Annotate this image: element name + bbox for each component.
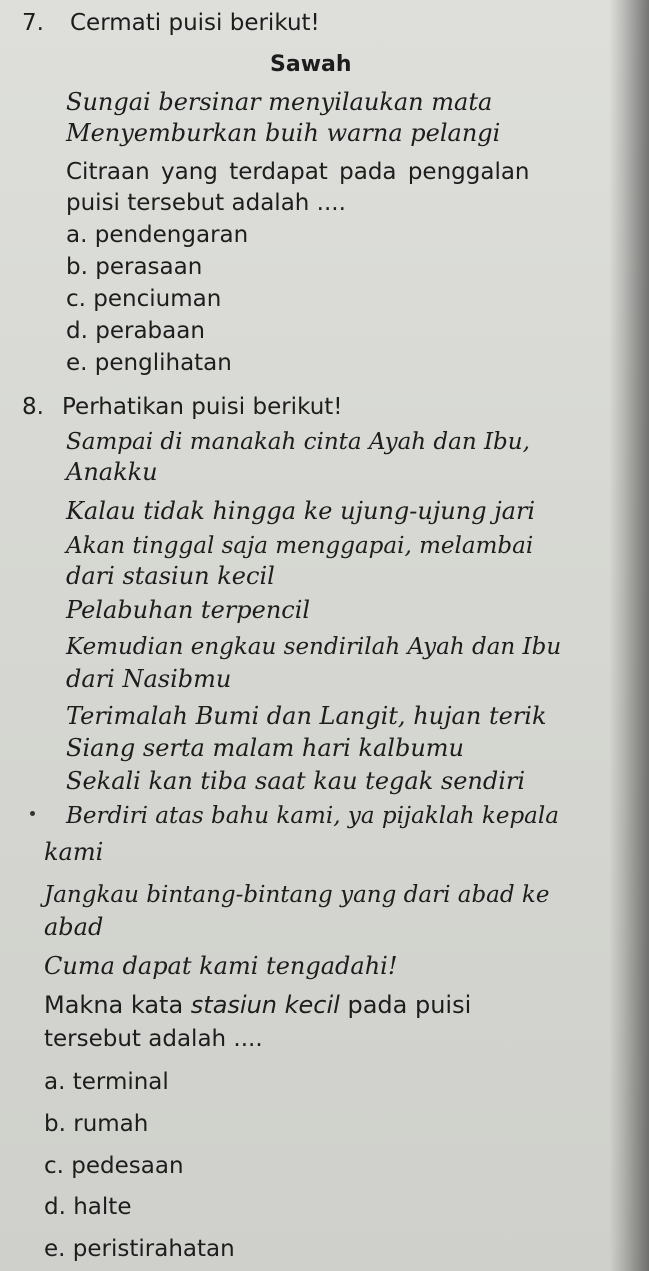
option-text: rumah bbox=[73, 1111, 149, 1137]
q8-instruction: Perhatikan puisi berikut! bbox=[62, 394, 343, 420]
option-letter: a. bbox=[66, 222, 88, 248]
option-text: perabaan bbox=[95, 318, 205, 344]
q8-poem-line: Cuma dapat kami tengadahi! bbox=[44, 952, 398, 980]
q8-option-e[interactable] bbox=[44, 1234, 235, 1264]
q8-poem-line: Siang serta malam hari kalbumu bbox=[66, 734, 464, 762]
q8-poem-line: abad bbox=[44, 913, 104, 941]
option-letter: d. bbox=[44, 1194, 66, 1220]
option-text: pendengaran bbox=[94, 222, 249, 248]
option-text: pedesaan bbox=[71, 1153, 184, 1179]
q8-poem-line: dari stasiun kecil bbox=[66, 562, 275, 590]
option-letter: e. bbox=[44, 1236, 66, 1262]
q8-option-c[interactable] bbox=[44, 1151, 184, 1181]
q8-option-d[interactable] bbox=[44, 1192, 131, 1222]
q8-question-line: tersebut adalah .... bbox=[44, 1026, 263, 1052]
q7-option-b[interactable] bbox=[66, 252, 202, 282]
q8-question-line bbox=[44, 990, 471, 1020]
q7-option-d[interactable] bbox=[66, 316, 205, 346]
q8-poem-line: Pelabuhan terpencil bbox=[66, 596, 311, 624]
option-letter: c. bbox=[44, 1153, 64, 1179]
option-letter: b. bbox=[44, 1111, 66, 1137]
q8-poem-line: Sekali kan tiba saat kau tegak sendiri bbox=[66, 767, 526, 795]
page-edge-shadow bbox=[609, 0, 649, 1271]
option-letter: e. bbox=[66, 350, 88, 376]
q7-instruction: Cermati puisi berikut! bbox=[70, 10, 320, 36]
option-text: halte bbox=[73, 1194, 132, 1220]
option-letter: c. bbox=[66, 286, 86, 312]
option-letter: b. bbox=[66, 254, 88, 280]
option-text: penciuman bbox=[93, 286, 222, 312]
q7-poem-line: Menyemburkan buih warna pelangi bbox=[66, 119, 501, 147]
ink-dot bbox=[30, 811, 35, 816]
q8-poem-line: Kemudian engkau sendirilah Ayah dan Ibu bbox=[66, 634, 562, 660]
q8-poem-line: Kalau tidak hingga ke ujung-ujung jari bbox=[66, 497, 536, 525]
q7-option-e[interactable] bbox=[66, 348, 232, 378]
q8-poem-line: Berdiri atas bahu kami, ya pijaklah kepala bbox=[66, 803, 559, 829]
q8-option-b[interactable] bbox=[44, 1109, 148, 1139]
q8-poem-line: dari Nasibmu bbox=[66, 665, 232, 693]
option-text: terminal bbox=[72, 1069, 169, 1095]
q8-question-suffix: pada puisi bbox=[339, 991, 472, 1019]
option-text: peristirahatan bbox=[72, 1236, 235, 1262]
q8-poem-line: Jangkau bintang-bintang yang dari abad ke bbox=[44, 882, 550, 908]
q8-question-term: stasiun kecil bbox=[190, 991, 340, 1019]
q8-poem-line: kami bbox=[44, 838, 104, 866]
option-letter: a. bbox=[44, 1069, 66, 1095]
q8-poem-line: Sampai di manakah cinta Ayah dan Ibu, bbox=[66, 429, 530, 455]
option-text: perasaan bbox=[95, 254, 203, 280]
option-letter: d. bbox=[66, 318, 88, 344]
q8-option-a[interactable] bbox=[44, 1067, 169, 1097]
q8-poem-line: Akan tinggal saja menggapai, melambai bbox=[66, 533, 534, 559]
option-text: penglihatan bbox=[94, 350, 232, 376]
q7-option-a[interactable] bbox=[66, 220, 248, 250]
q7-poem-title: Sawah bbox=[270, 52, 352, 77]
q7-poem-line: Sungai bersinar menyilaukan mata bbox=[66, 88, 493, 116]
q7-number: 7. bbox=[22, 10, 44, 36]
q8-question-prefix: Makna kata bbox=[44, 991, 191, 1019]
q8-poem-line: Anakku bbox=[66, 458, 158, 486]
q8-poem-line: Terimalah Bumi dan Langit, hujan terik bbox=[66, 702, 547, 730]
q8-number: 8. bbox=[22, 394, 44, 420]
q7-option-c[interactable] bbox=[66, 284, 221, 314]
q7-question-line: puisi tersebut adalah .... bbox=[66, 190, 346, 216]
q7-question-line: Citraan yang terdapat pada penggalan bbox=[66, 159, 530, 185]
